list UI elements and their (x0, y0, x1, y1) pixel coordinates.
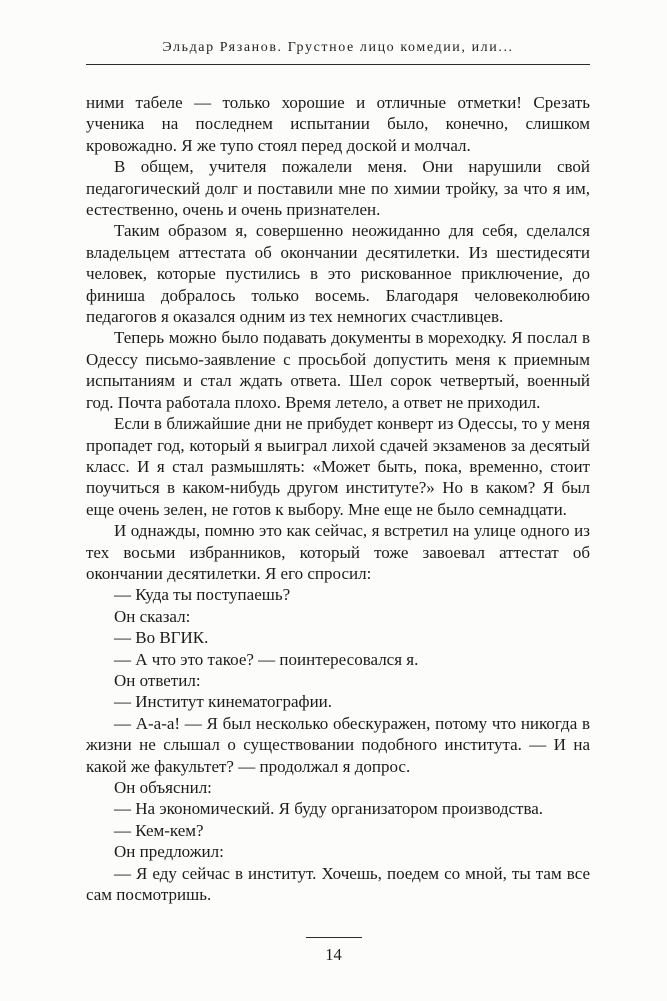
page-number: 14 (325, 945, 342, 964)
paragraph: Он ответил: (114, 670, 201, 690)
paragraph: — Кем-кем? (114, 820, 204, 840)
running-header: Эльдар Рязанов. Грустное лицо комедии, или... (162, 40, 514, 55)
paragraph: ними табеле — только хорошие и отличные отметки! Срезать ученика на последнем испытании было, конечно, слишком кровожадно. Я же тупо стоял перед доской и молчал. (86, 93, 590, 155)
paragraph: — А что это такое? — поинтересовался я. (114, 649, 419, 669)
paragraph: Он сказал: (114, 606, 191, 626)
paragraph: Таким образом я, совершенно неожиданно для себя, сделался владельцем аттестата об окончании десятилетки. Из шестидесяти человек, которые пустились в это рискованное приключение, до финиша добралось только восемь. Благодаря человеколюбию педагогов я оказался одним из тех немногих счастливцев. (86, 221, 590, 327)
paragraph: Теперь можно было подавать документы в мореходку. Я послал в Одессу письмо-заявление с просьбой допустить меня к приемным испытаниям и стал ждать ответа. Шел сорок четвертый, военный год. Почта работала плохо. Время летело, а ответ не приходил. (86, 328, 590, 412)
paragraph: — А-а-а! — Я был несколько обескуражен, потому что никогда в жизни не слышал о существовании подобного института. — И на какой же факультет? — продолжал я допрос. (86, 713, 590, 776)
page-body (86, 92, 590, 905)
paragraph: Он предложил: (114, 842, 224, 862)
footer-rule (306, 937, 362, 938)
paragraph: Он объяснил: (114, 778, 212, 797)
paragraph: — На экономический. Я буду организатором производства. (114, 799, 544, 819)
paragraph: — Я еду сейчас в институт. Хочешь, поедем со мной, ты там все сам посмотришь. (86, 863, 590, 905)
paragraph: В общем, учителя пожалели меня. Они нарушили свой педагогический долг и поставили мне по химии тройку, за что я им, естественно, очень и очень признателен. (86, 157, 590, 220)
paragraph: — Институт кинематографии. (114, 692, 333, 712)
paragraph: — Куда ты поступаешь? (114, 585, 291, 605)
header-rule (86, 64, 590, 65)
paragraph: — Во ВГИК. (114, 628, 209, 648)
page-footer (0, 937, 667, 965)
paragraph: И однажды, помню это как сейчас, я встретил на улице одного из тех восьми избранников, который тоже завоевал аттестат об окончании десятилетки. Я его спросил: (86, 521, 590, 583)
paragraph: Если в ближайшие дни не прибудет конверт из Одессы, то у меня пропадет год, который я выиграл лихой сдачей экзаменов за десятый класс. И я стал размышлять: «Может быть, пока, временно, стоит поучиться в каком-нибудь другом институте?» Но в каком? Я был еще очень зелен, не готов к выбору. Мне еще не было семнадцати. (86, 414, 590, 519)
